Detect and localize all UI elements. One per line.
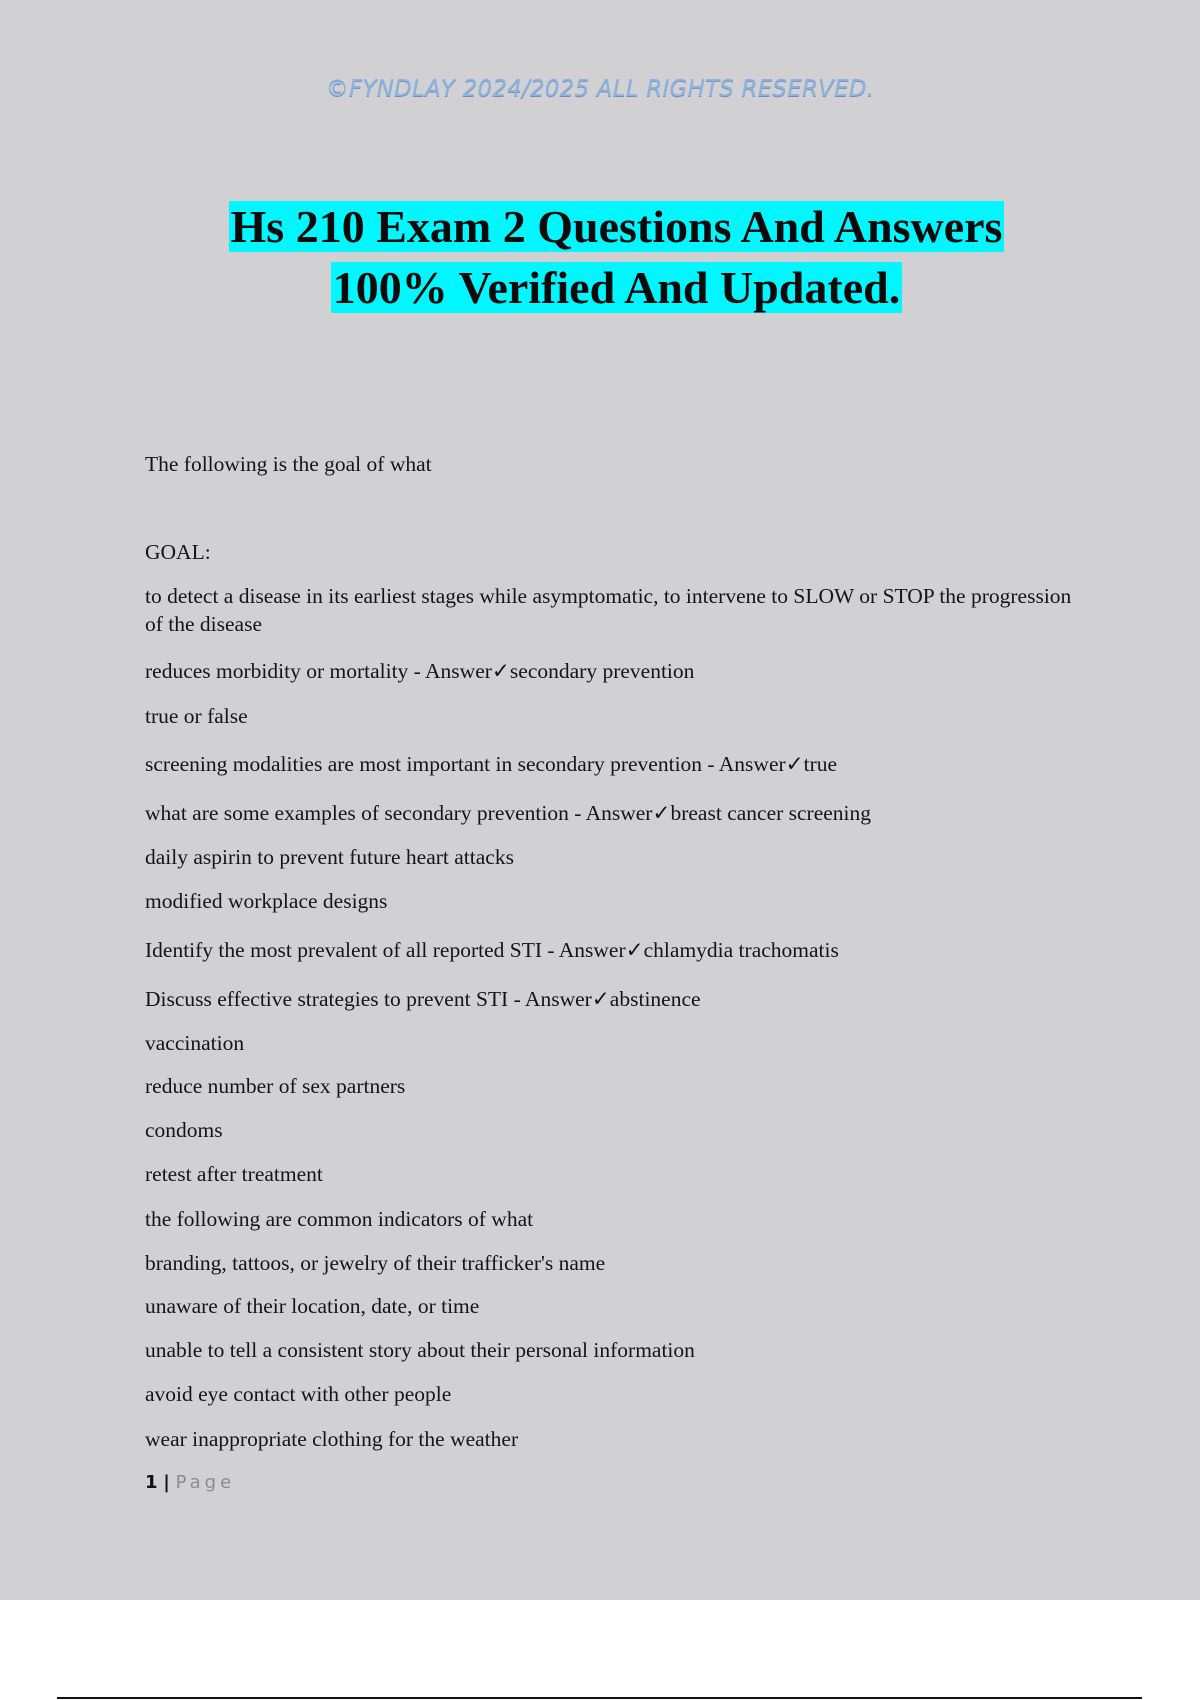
document-title: [0, 196, 1200, 318]
answer-item: avoid eye contact with other people: [145, 1382, 452, 1406]
answer-item: vaccination: [145, 1031, 245, 1055]
answer-item: condoms: [145, 1118, 223, 1142]
answer-line: Identify the most prevalent of all reported STI - Answer✓chlamydia trachomatis: [145, 938, 839, 962]
copyright-watermark: ©FYNDLAY 2024/2025 ALL RIGHTS RESERVED.: [325, 76, 875, 102]
answer-line: reduces morbidity or mortality - Answer✓secondary prevention: [145, 659, 695, 683]
divider-line: [57, 1697, 1142, 1699]
answer-line: what are some examples of secondary prevention - Answer✓breast cancer screening: [145, 801, 872, 825]
page-number: 1: [145, 1472, 158, 1493]
answer-item: unable to tell a consistent story about their personal information: [145, 1338, 695, 1362]
answer-item: branding, tattoos, or jewelry of their trafficker's name: [145, 1251, 606, 1275]
answer-line: screening modalities are most important in secondary prevention - Answer✓true: [145, 752, 838, 776]
answer-item: wear inappropriate clothing for the weather: [145, 1427, 519, 1451]
answer-line: Discuss effective strategies to prevent STI - Answer✓abstinence: [145, 987, 701, 1011]
answer-item: reduce number of sex partners: [145, 1074, 406, 1098]
page-label: Page: [175, 1472, 236, 1493]
title-line-2: 100% Verified And Updated.: [332, 262, 901, 313]
answer-item: daily aspirin to prevent future heart attacks: [145, 845, 514, 869]
goal-label: GOAL:: [145, 540, 211, 564]
title-line-1: Hs 210 Exam 2 Questions And Answers: [230, 201, 1003, 252]
page-separator: |: [163, 1472, 170, 1493]
answer-item: modified workplace designs: [145, 889, 388, 913]
question-line: the following are common indicators of what: [145, 1207, 534, 1231]
answer-item: retest after treatment: [145, 1162, 323, 1186]
question-line: The following is the goal of what: [145, 452, 432, 476]
answer-item: unaware of their location, date, or time: [145, 1294, 480, 1318]
goal-description: to detect a disease in its earliest stages while asymptomatic, to intervene to SLOW or STOP the progression of the disease: [145, 584, 1072, 636]
page-number-footer: [145, 1472, 235, 1493]
question-line: true or false: [145, 704, 248, 728]
